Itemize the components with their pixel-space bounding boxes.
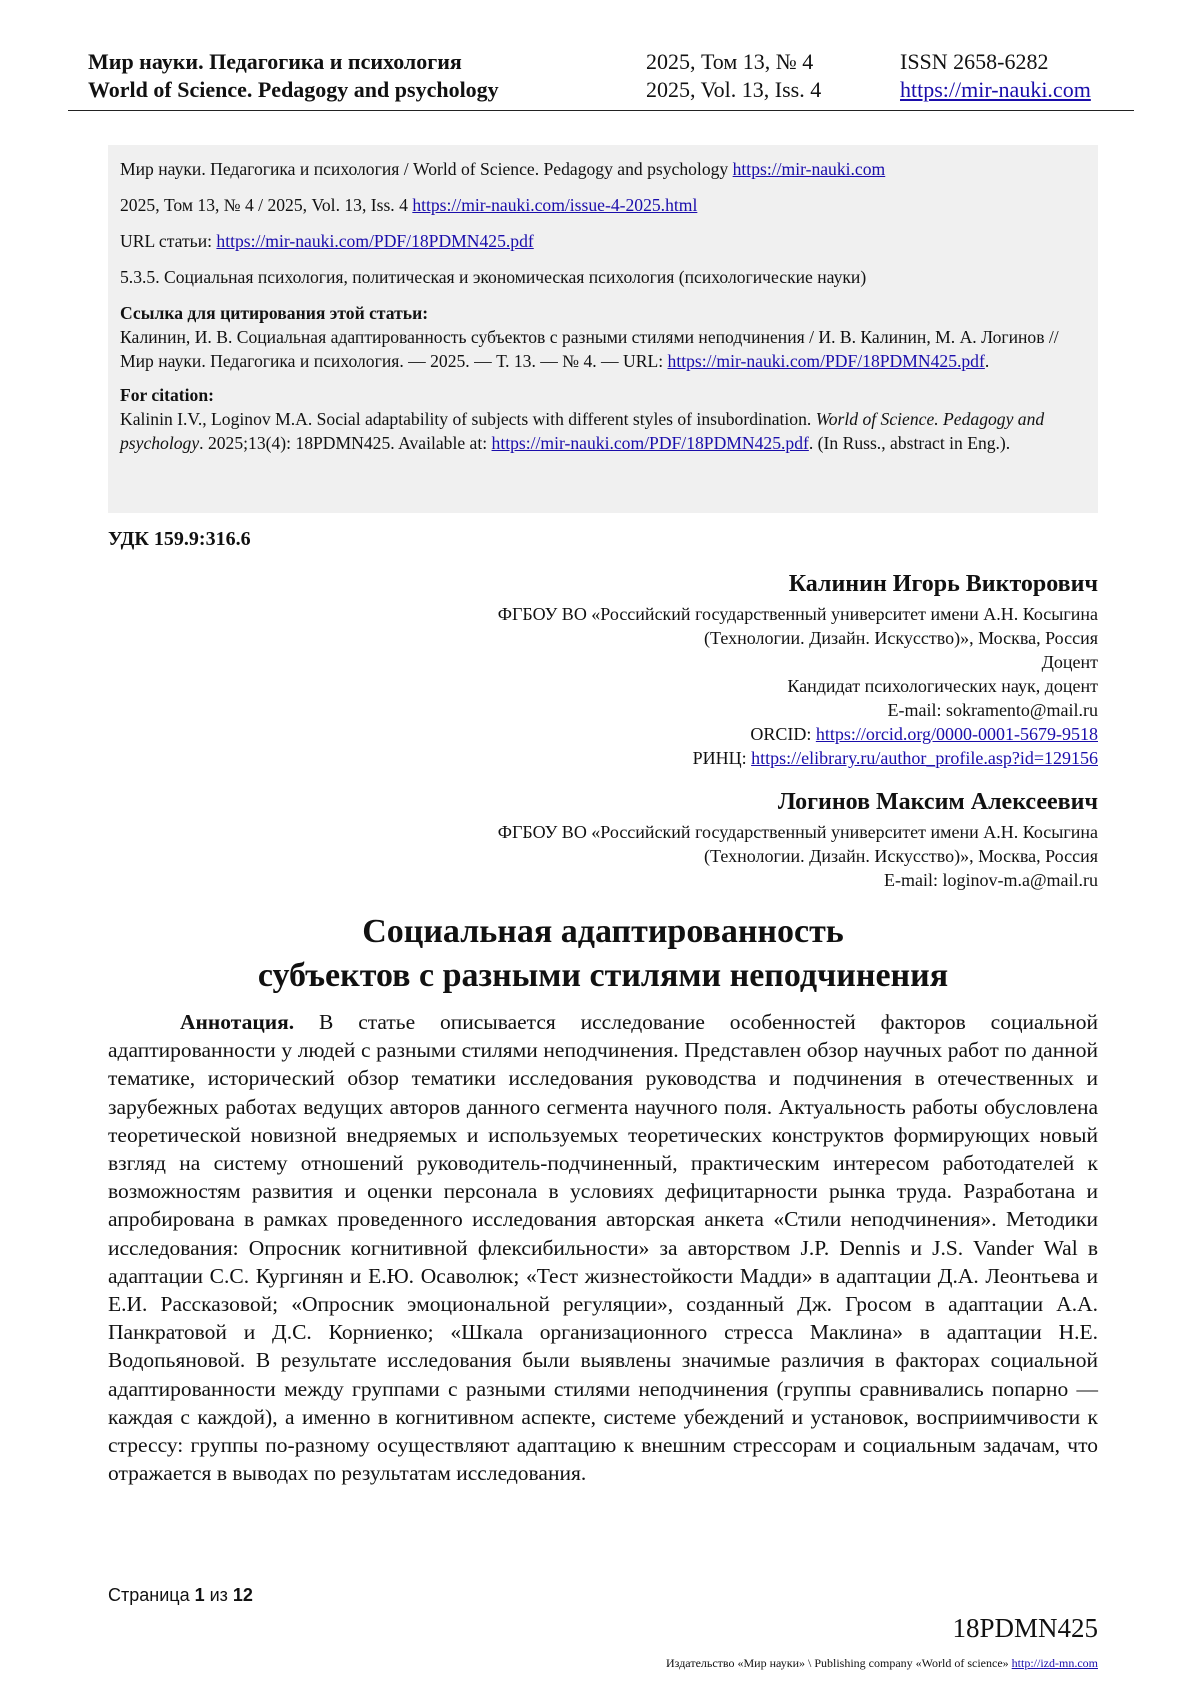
citation-en [120,383,1086,455]
issue-line-text: 2025, Том 13, № 4 / 2025, Vol. 13, Iss. 4 [120,195,413,215]
citation-ru-link[interactable]: https://mir-nauki.com/PDF/18PDMN425.pdf [667,351,985,371]
author-email: E-mail: sokramento@mail.ru [887,700,1098,720]
journal-title-ru: Мир науки. Педагогика и психология [88,49,462,74]
citation-ru-heading: Ссылка для цитирования этой статьи: [120,303,429,323]
author-org-line-2: (Технологии. Дизайн. Искусство)», Москва, Россия [704,846,1098,866]
journal-link[interactable]: https://mir-nauki.com [732,159,886,179]
orcid-link[interactable]: https://orcid.org/0000-0001-5679-9518 [815,724,1098,744]
issn: ISSN 2658-6282 [900,49,1049,74]
page-of: из [204,1585,233,1605]
url-line [120,229,1086,253]
author-org-line-1: ФГБОУ ВО «Российский государственный университет имени А.Н. Косыгина [497,604,1098,624]
page-label: Страница [108,1585,195,1605]
article-code: 18PDMN425 [952,1613,1098,1643]
journal-title-en: World of Science. Pedagogy and psychology [88,77,499,102]
author-position: Доцент [1041,652,1098,672]
author-org-line-2: (Технологии. Дизайн. Искусство)», Москва, Россия [704,628,1098,648]
issue-line [120,193,1086,217]
author-name: Калинин Игорь Викторович [788,571,1098,597]
author-name: Логинов Максим Алексеевич [777,789,1098,815]
citation-en-text-2: . 2025;13(4): 18PDMN425. Available at: [199,433,492,453]
url-label: URL статьи: [120,231,217,251]
publisher-link[interactable]: http://izd-mn.com [1011,1656,1098,1670]
author-email: E-mail: loginov-m.a@mail.ru [883,870,1098,890]
author-degree: Кандидат психологических наук, доцент [787,676,1098,696]
volume-en: 2025, Vol. 13, Iss. 4 [646,77,822,102]
journal-line [120,157,1086,181]
page-total: 12 [232,1585,253,1605]
article-title [108,910,1098,998]
author-block-2 [498,786,1098,892]
journal-line-text: Мир науки. Педагогика и психология / World of Science. Pedagogy and psychology [120,159,733,179]
citation-en-text: Kalinin I.V., Loginov M.A. Social adaptability of subjects with different styles of insubordination. [120,409,816,429]
rinc-label: РИНЦ: [692,748,752,768]
issue-link[interactable]: https://mir-nauki.com/issue-4-2025.html [412,195,698,215]
author-orcid [498,722,1098,746]
citation-ru-text: Калинин, И. В. Социальная адаптированность субъектов с разными стилями неподчинения / И. В. Калинин, М. А. Логинов // Мир науки. Педагогика и психология. — 2025. — Т. 13. — № 4. — URL: [120,327,1059,371]
citation-ru-end: . [984,351,990,371]
author-block-1 [498,568,1098,770]
volume-ru: 2025, Том 13, № 4 [646,49,814,74]
page-number: 1 [194,1585,205,1605]
citation-en-link[interactable]: https://mir-nauki.com/PDF/18PDMN425.pdf [491,433,809,453]
citation-ru [120,301,1086,373]
publisher-line [666,1656,1098,1671]
author-org-line-1: ФГБОУ ВО «Российский государственный университет имени А.Н. Косыгина [497,822,1098,842]
article-title-line-1: Социальная адаптированность [362,913,844,950]
specialty-line: 5.3.5. Социальная психология, политическая и экономическая психология (психологические науки) [120,267,867,287]
citation-en-heading: For citation: [120,385,214,405]
running-header [68,48,1134,111]
author-rinc [498,746,1098,770]
orcid-label: ORCID: [750,724,816,744]
article-url-link[interactable]: https://mir-nauki.com/PDF/18PDMN425.pdf [216,231,534,251]
article-title-line-2: субъектов с разными стилями неподчинения [257,957,949,994]
abstract [108,1008,1098,1487]
abstract-text: В статье описывается исследование особенностей факторов социальной адаптированности у людей с разными стилями неподчинения. Представлен обзор научных работ по данной тематике, исторический обзор тематики исследования руководства и подчинения в отечественных и зарубежных работах ведущих авторов данного сегмента научного поля. Актуальность работы обусловлена теоретической новизной внедряемых и используемых теоретических конструктов формирующих новый взгляд на систему отношений руководитель-подчиненный, практическим интересом работодателей к возможностям развития и оценки персонала в условиях дефицитарности рынка труда. Разработана и апробирована в рамках проведенного исследования авторская анкета «Стили неподчинения». Методики исследования: Опросник когнитивной флексибильности» за авторством J.P. Dennis и J.S. Vander Wal в адаптации С.С. Кургинян и Е.Ю. Осаволюк; «Тест жизнестойкости Мадди» в адаптации Д.А. Леонтьева и Е.И. Рассказовой; «Опросник эмоциональной регуляции», созданный Дж. Гросом в адаптации А.А. Панкратовой и Д.С. Корниенко; «Шкала организационного стресса Маклина» в адаптации Н.Е. Водопьяновой. В результате исследования были выявлены значимые различия в факторах социальной адаптированности между группами с разными стилями неподчинения (группы сравнивались попарно — каждая с каждой), а именно в когнитивном аспекте, системе убеждений и установок, восприимчивости к стрессу: группы по-разному осуществляют адаптацию к внешним стрессорам и социальным задачам, что отражается в выводах по результатам исследования. [108,1010,1098,1486]
page-counter [108,1585,253,1606]
publisher-text: Издательство «Мир науки» \ Publishing company «World of science» [666,1656,1012,1670]
udk-code: УДК 159.9:316.6 [108,528,251,550]
citation-info-box [108,145,1098,513]
abstract-label: Аннотация. [180,1010,295,1034]
citation-en-journal: World of Science. Pedagogy and psychology [120,409,1045,453]
citation-en-end: . (In Russ., abstract in Eng.). [808,433,1011,453]
rinc-link[interactable]: https://elibrary.ru/author_profile.asp?id=129156 [751,748,1098,768]
journal-site-link[interactable]: https://mir-nauki.com [900,77,1091,102]
